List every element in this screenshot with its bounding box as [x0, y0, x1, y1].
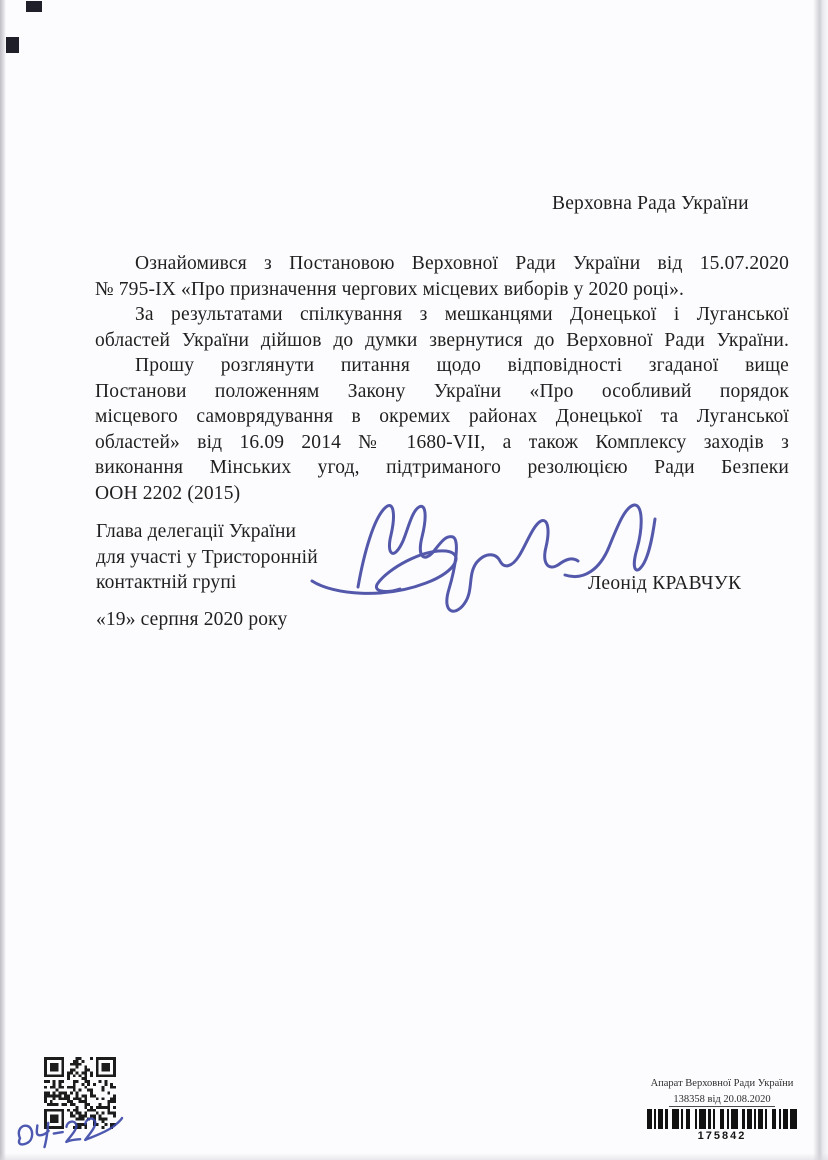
body-line: виконання Мінських угод, підтриманого резолюцією Ради Безпеки [95, 457, 789, 478]
body-line: ООН 2202 (2015) [95, 482, 241, 504]
body-line: Постанови положенням Закону України «Про особливий порядок [95, 380, 789, 402]
barcode [647, 1109, 797, 1129]
scan-edge-left [0, 0, 6, 1160]
date-line: «19» серпня 2020 року [96, 609, 288, 630]
scan-mark [26, 1, 42, 12]
handwritten-note [3, 1111, 127, 1160]
scan-edge-right [813, 0, 828, 1160]
registration-stamp [638, 1078, 806, 1142]
stamp-number: 138358 від 20.08.2020 [669, 1094, 774, 1107]
signoff-role-line: контактній групі [96, 572, 237, 593]
stamp-office: Апарат Верховної Ради України [650, 1078, 794, 1089]
body-line: № 795-IX «Про призначення чергових місцевих виборів у 2020 році». [95, 278, 684, 300]
body-line: областей» від 16.09 2014 № 1680-VII, а також Комплексу заходів з [95, 431, 789, 453]
body-line: Ознайомився з Постановою Верховної Ради України від 15.07.2020 [135, 253, 789, 274]
letter-body [95, 251, 789, 506]
signer-name: Леонід КРАВЧУК [588, 573, 742, 594]
body-line: За результатами спілкування з мешканцями Донецької і Луганської [135, 304, 789, 325]
signoff-role-line: для участі у Тристоронній [96, 546, 318, 568]
body-line: місцевого самоврядування в окремих районах Донецької та Луганської [95, 406, 789, 427]
body-line: областей України дійшов до думки звернутися до Верховної Ради України. [95, 329, 789, 351]
handwritten-signature [300, 495, 658, 615]
barcode-number: 175842 [697, 1130, 747, 1142]
scan-mark [6, 37, 19, 53]
body-line: Прошу розглянути питання щодо відповідності згаданої вище [135, 355, 789, 376]
recipient-line: Верховна Рада України [552, 193, 749, 214]
signoff-role [96, 519, 318, 596]
signoff-role-line: Глава делегації України [96, 521, 297, 542]
